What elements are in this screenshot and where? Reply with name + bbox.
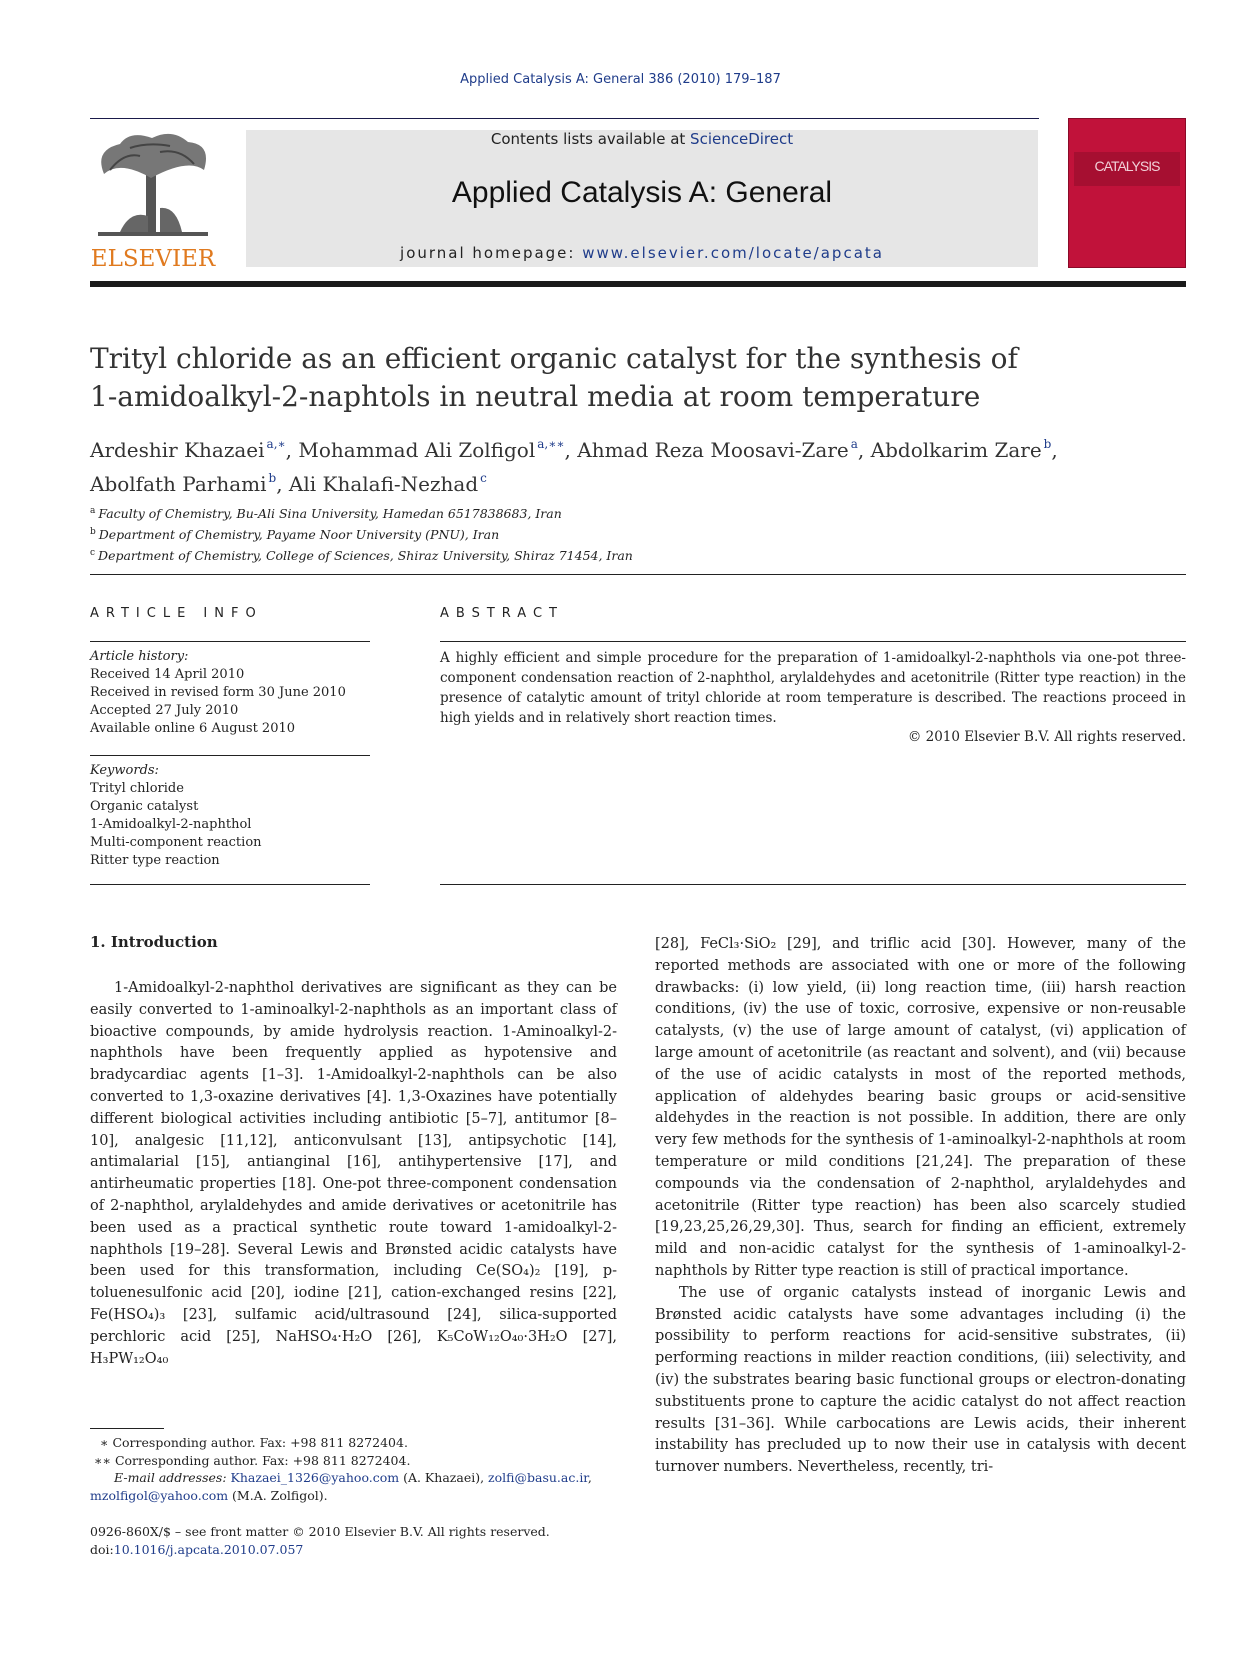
abstract-text: A highly efficient and simple procedure for the preparation of 1-amidoalkyl-2-naphthols via one-pot three-component condensation reaction of 2-naphthol, arylaldehydes and acetonitrile (Ritter type reaction) in the presence of catalytic amount of trityl chloride at room temperature is described. The reactions proceed in high yields and in relatively short reaction times.	[440, 650, 1186, 726]
author-affil-link[interactable]: a,∗	[266, 437, 286, 451]
issn-doi	[90, 1523, 650, 1558]
keyword-item: Organic catalyst	[90, 799, 199, 814]
history-item: Available online 6 August 2010	[90, 721, 296, 736]
body-column-right	[655, 934, 1186, 1479]
homepage-label: journal homepage:	[400, 244, 583, 262]
cover-title: CATALYSIS	[1094, 158, 1160, 174]
tree-icon	[90, 130, 216, 242]
email-link[interactable]: zolfi@basu.ac.ir	[488, 1470, 588, 1485]
divider	[440, 884, 1186, 885]
body-column-left	[90, 978, 617, 1370]
author-name: Abolfath Parhami	[90, 472, 267, 496]
paragraph: 1-Amidoalkyl-2-naphthol derivatives are significant as they can be easily converted to 1-aminoalkyl-2-naphthols as an important class of bioactive compounds, by amide hydrolysis reaction. 1-Aminoalkyl-2-naphthols have been frequently applied as hypotensive and bradycardiac agents [1–3]. 1-Amidoalkyl-2-naphthols can be also converted to 1,3-oxazine derivatives [4]. 1,3-Oxazines have potentially different biological activities including antibiotic [5–7], antitumor [8–10], analgesic [11,12], anticonvulsant [13], antipsychotic [14], antimalarial [15], antianginal [16], antihypertensive [17], and antirheumatic properties [18]. One-pot three-component condensation of 2-naphthol, arylaldehydes and amide derivatives or acetonitrile has been used as a practical synthetic route toward 1-amidoalkyl-2-naphthols [19–28]. Several Lewis and Brønsted acidic catalysts have been used for this transformation, including Ce(SO₄)₂ [19], p-toluenesulfonic acid [20], iodine [21], cation-exchanged resins [22], Fe(HSO₄)₃ [23], sulfamic acid/ultrasound [24], silica-supported perchloric acid [25], NaHSO₄·H₂O [26], K₅CoW₁₂O₄₀·3H₂O [27], H₃PW₁₂O₄₀	[90, 980, 617, 1367]
homepage-link[interactable]: www.elsevier.com/locate/apcata	[582, 244, 884, 262]
journal-citation[interactable]: Applied Catalysis A: General 386 (2010) 179–187	[460, 72, 781, 87]
elsevier-logo[interactable]	[90, 130, 216, 272]
author-affil-link[interactable]: a	[850, 437, 858, 451]
author-name: Ali Khalafi-Nezhad	[288, 472, 479, 496]
author-name: Ardeshir Khazaei	[90, 438, 265, 462]
author-name: Mohammad Ali Zolfigol	[298, 438, 536, 462]
paragraph: The use of organic catalysts instead of inorganic Lewis and Brønsted acidic catalysts have some advantages including (i) the possibility to perform reactions for acid-sensitive substrates, (ii) performing reactions in milder reaction conditions, (iii) selectivity, and (iv) the substrates bearing basic functional groups or electron-donating substituents prone to capture the acidic catalyst do not affect reaction results [31–36]. While carbocations are Lewis acids, their inherent instability has precluded up to now their use in catalysis with decent turnover numbers. Nevertheless, recently, tri-	[655, 1284, 1186, 1476]
doi-line: doi:10.1016/j.apcata.2010.07.057	[90, 1541, 304, 1557]
history-item: Received 14 April 2010	[90, 667, 245, 682]
keyword-item: Trityl chloride	[90, 781, 184, 796]
author-list: Ardeshir Khazaei $^{a,∗}$, Mohammad Ali Zolfigol $^{a,∗∗}$, Ahmad Reza Moosavi-Zare $^a$, Abdolkarim Zare $^b$, Abolfath Parhami $^b$, Ali Khalafi-Nezhad $^c$	[90, 437, 1058, 496]
section-heading-introduction: 1. Introduction	[90, 933, 218, 951]
affiliation-item: $^a$ Faculty of Chemistry, Bu-Ali Sina University, Hamedan 6517838683, Iran	[90, 506, 562, 522]
keywords	[90, 762, 370, 870]
title-line-2: 1-amidoalkyl-2-naphtols in neutral media at room temperature	[90, 380, 981, 413]
author-affil-link[interactable]: a,∗∗	[537, 437, 565, 451]
article-title	[90, 340, 1090, 416]
divider	[440, 641, 1186, 642]
article-info-heading: ARTICLE INFO	[90, 606, 263, 621]
author-affil-link[interactable]: b	[1043, 437, 1052, 451]
article-history	[90, 648, 370, 738]
author-affil-link[interactable]: c	[480, 471, 487, 485]
doi-link[interactable]: 10.1016/j.apcata.2010.07.057	[113, 1541, 304, 1557]
contents-line	[246, 130, 1038, 148]
keyword-item: Ritter type reaction	[90, 853, 220, 868]
author-name: Ahmad Reza Moosavi-Zare	[577, 438, 849, 462]
email-link[interactable]: mzolfigol@yahoo.com	[90, 1487, 229, 1503]
journal-cover-image[interactable]	[1068, 118, 1186, 268]
section-divider	[90, 574, 1186, 575]
history-item: Accepted 27 July 2010	[90, 703, 239, 718]
history-item: Received in revised form 30 June 2010	[90, 685, 346, 700]
header-thick-rule	[90, 281, 1186, 287]
email-owner: (M.A. Zolfigol).	[228, 1487, 328, 1503]
email-footnote: E-mail addresses: Khazaei_1326@yahoo.com (A. Khazaei), zolfi@basu.ac.ir,	[114, 1470, 592, 1485]
author-name: Abdolkarim Zare	[870, 438, 1042, 462]
affiliation-item: $^b$ Department of Chemistry, Payame Noor University (PNU), Iran	[90, 527, 500, 543]
abstract-copyright: © 2010 Elsevier B.V. All rights reserved.	[907, 729, 1186, 745]
keywords-label: Keywords:	[90, 763, 159, 778]
keyword-item: Multi-component reaction	[90, 835, 262, 850]
header-rule	[90, 118, 1039, 119]
journal-homepage	[246, 244, 1038, 262]
paragraph: [28], FeCl₃·SiO₂ [29], and triflic acid [30]. However, many of the reported methods are associated with one or more of the following drawbacks: (i) low yield, (ii) long reaction time, (iii) harsh reaction conditions, (iv) the use of toxic, corrosive, expensive or non-reusable catalysts, (v) the use of large amount of catalyst, (vi) application of large amount of acetonitrile (as reactant and solvent), and (vii) because of the use of acidic catalysts in most of the reported methods, application of aldehydes bearing basic groups or acid-sensitive aldehydes in the reaction is not possible. In addition, there are only very few methods for the synthesis of 1-aminoalkyl-2-naphthols at room temperature or mild conditions [21,24]. The preparation of these compounds via the condensation of 2-naphthol, arylaldehydes and acetonitrile (Ritter type reaction) has been also scarcely studied [19,23,25,26,29,30]. Thus, search for finding an efficient, extremely mild and non-acidic catalyst for the synthesis of 1-aminoalkyl-2-naphthols by Ritter type reaction is still of practical importance.	[655, 936, 1186, 1279]
contents-prefix: Contents lists available at	[490, 130, 691, 148]
journal-title: Applied Catalysis A: General	[451, 176, 833, 209]
sciencedirect-link[interactable]: ScienceDirect	[690, 130, 794, 148]
footnotes	[90, 1434, 630, 1504]
footnote: ∗∗ Corresponding author. Fax: +98 811 8272404.	[94, 1452, 411, 1468]
email-link[interactable]: Khazaei_1326@yahoo.com	[230, 1470, 400, 1485]
keyword-item: 1-Amidoalkyl-2-naphthol	[90, 817, 252, 832]
divider	[90, 755, 370, 756]
footnote: ∗ Corresponding author. Fax: +98 811 8272404.	[100, 1435, 408, 1450]
publisher-wordmark: ELSEVIER	[90, 246, 216, 272]
journal-header-box	[246, 130, 1038, 267]
divider	[90, 641, 370, 642]
email-footnote-cont	[90, 1487, 630, 1505]
history-label: Article history:	[90, 649, 189, 664]
title-line-1: Trityl chloride as an efficient organic catalyst for the synthesis of	[90, 342, 1018, 375]
email-label: E-mail addresses:	[114, 1470, 231, 1485]
affiliations	[90, 502, 990, 565]
divider	[90, 884, 370, 885]
author-affil-link[interactable]: b	[268, 471, 277, 485]
footnote-rule	[90, 1428, 164, 1429]
issn-line: 0926-860X/$ – see front matter © 2010 Elsevier B.V. All rights reserved.	[90, 1524, 550, 1539]
abstract-heading: ABSTRACT	[440, 606, 564, 621]
email-owner: (A. Khazaei),	[399, 1470, 489, 1485]
affiliation-item: $^c$ Department of Chemistry, College of Sciences, Shiraz University, Shiraz 71454, Iran	[90, 548, 633, 564]
